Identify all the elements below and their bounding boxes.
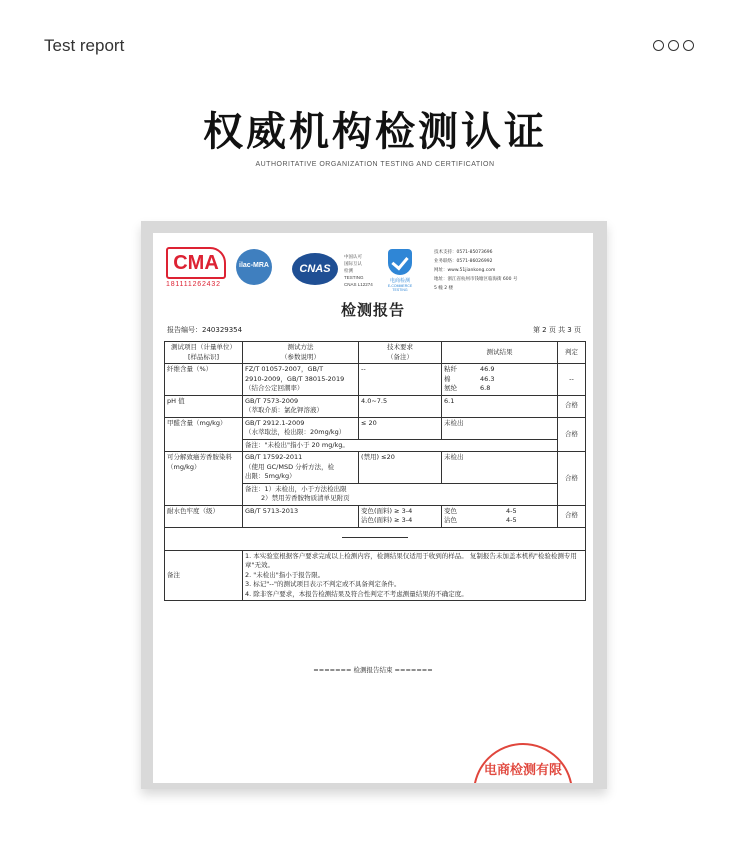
header-item: 测试项目（计量单位） [样品标识] [165,342,243,364]
table-note-row: 备注："未检出"指小于 20 mg/kg。 [165,439,586,452]
header-requirement: 技术要求 （备注） [359,342,442,364]
table-row: 甲醛含量（mg/kg） GB/T 2912.1-2009 （水萃取法，检出限：20mg/kg） ≤ 20 未检出 合格 [165,417,586,439]
remarks-row: 备注 1. 本实验室根据客户要求完成以上检测内容，检测结果仅适用于收到的样品。 复制报告未加盖本机构"检验检测专用章"无效。 2. "未检出"指小于报告限。 3. 标记"--"的测试项目表示不判定或不具备判定条件。 4. 除非客户要求，本报告检测结果及符合性判定不考虑测量结果的不确定度。 [165,550,586,601]
table-row: 可分解致癌芳香胺染料（mg/kg） GB/T 17592-2011 （使用 GC/MSD 分析方法，检 出限：5mg/kg） (禁用) ≤20 未检出 合格 [165,452,586,484]
page-number: 第 2 页 共 3 页 [532,326,581,334]
table-row: pH 值 GB/T 7573-2009 （萃取介质：氯化钾溶液） 4.0~7.5 6.1 合格 [165,395,586,417]
cma-logo [166,247,226,295]
header-result: 测试结果 [442,342,558,364]
top-label: Test report [44,36,125,55]
official-stamp [473,743,573,783]
shield-check-icon [388,249,412,275]
cma-logo-text: CMA [166,247,226,279]
page-subheadline: AUTHORITATIVE ORGANIZATION TESTING AND CERTIFICATION [255,161,495,168]
shield-en: E-COMMERCE TESTING [387,284,413,292]
table-row: 耐水色牢度（级） GB/T 5713-2013 变色(面料) ≥ 3-4 沾色(面料) ≥ 3-4 变色 4-5 沾色 4-5 合格 [165,505,586,527]
report-number: 报告编号：240329354 [167,326,243,334]
shield-name: 电商检测 [389,278,410,284]
more-menu-icon[interactable] [653,40,694,51]
table-separator-row [165,527,586,550]
report-title: 检测报告 [340,301,405,319]
report-frame [141,221,607,789]
table-note-row: 备注：1）未检出，小于方法检出限 2）禁用芳香胺物质清单见附页 [165,483,586,505]
cnas-caption: 中国认可 国际互认 检测 TESTING CNAS L12274 [344,254,373,287]
header-method: 测试方法 （参数说明） [243,342,359,364]
stamp-text: 电商检测有限 [483,763,562,778]
report-end-marker: ======= 检测报告结束 ======= [313,666,433,674]
ecommerce-testing-logo [382,249,418,295]
ilac-logo [236,249,276,293]
cma-number: 181111262432 [166,281,221,288]
table-header-row [165,342,586,364]
page-headline: 权威机构检测认证 [203,109,547,155]
contact-info: 技术支持：0571-85073696 业务联络：0571-86026992 网址：www.51jiankong.com 地址：浙江省杭州市钱塘区临海街 600 号 5 幢 2 楼 [434,250,518,291]
report-paper [153,233,593,783]
ilac-logo-text: ilac-MRA [239,262,269,269]
header-judgement: 判定 [558,342,586,364]
table-row: 纤维含量（%） FZ/T 01057-2007，GB/T 2910-2009，GB/T 38015-2019 （结合公定回潮率） -- 粘纤 46.9 棉 46.3 氨纶 6.8 -- [165,364,586,396]
results-table [164,341,586,601]
logo-bar [166,247,586,297]
cnas-logo: CNAS [292,253,338,285]
